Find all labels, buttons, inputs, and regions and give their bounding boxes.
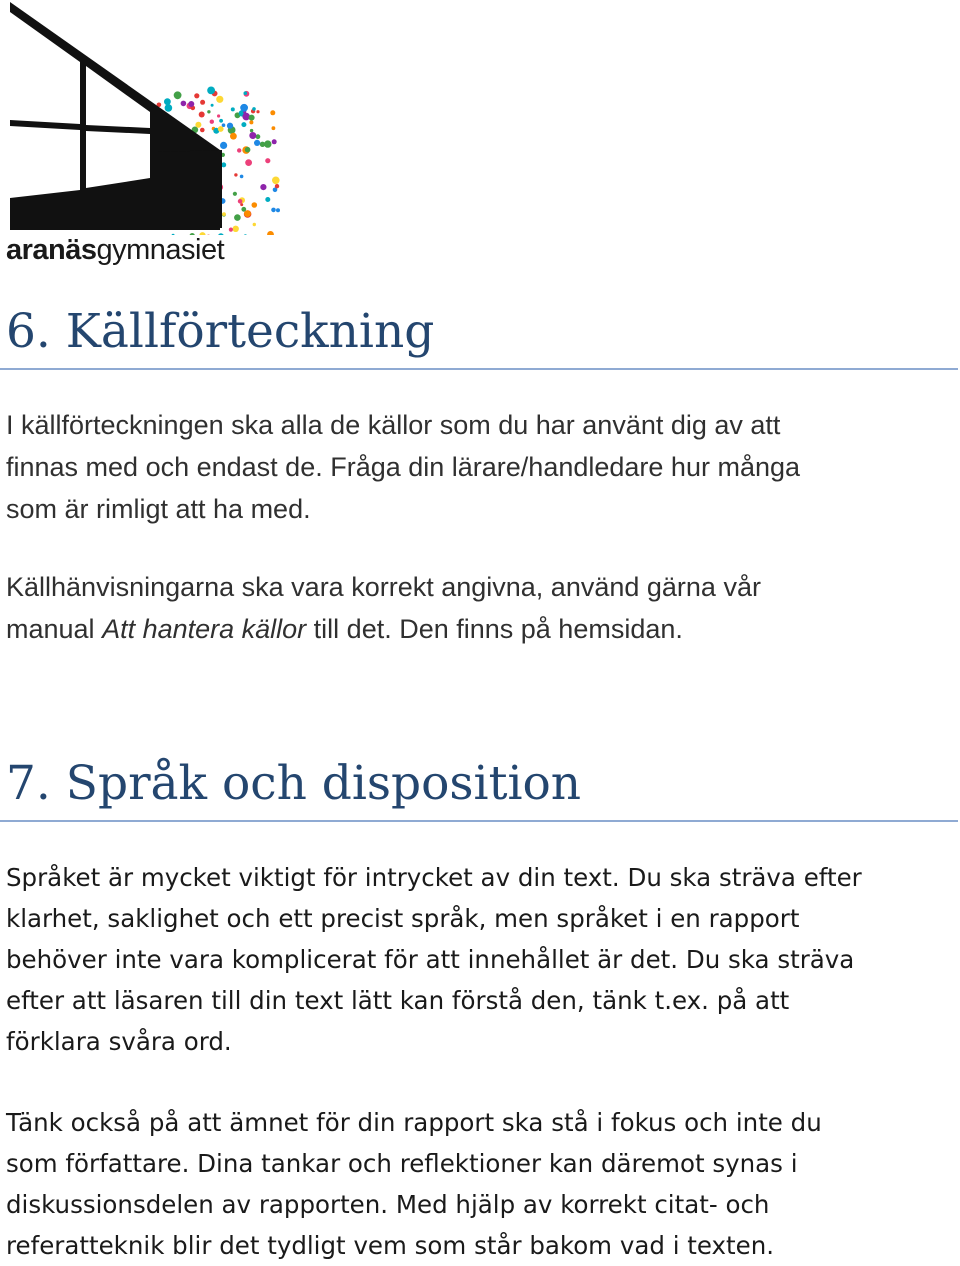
logo-dot bbox=[165, 104, 173, 112]
logo-dot bbox=[229, 228, 233, 232]
logo-dot bbox=[240, 104, 248, 112]
logo-dot bbox=[195, 122, 201, 128]
logo-dot bbox=[249, 115, 255, 121]
logo-dot bbox=[200, 128, 205, 133]
logo-dot bbox=[267, 231, 274, 235]
logo-dot bbox=[199, 112, 205, 118]
logo-dot bbox=[265, 158, 270, 163]
section-7-title: 7. Språk och disposition bbox=[6, 760, 581, 807]
logo-dot bbox=[207, 110, 210, 113]
section-7-paragraph-1: Språket är mycket viktigt för intrycket av din text. Du ska sträva efter klarhet, saklighet och ett precist språk, men språket i en rapport behöver inte vara komplicerat för att innehållet är det. Du ska sträva efter att läsaren till din text lätt kan förstå den, tänk t.ex. på att förklara svåra ord. bbox=[6, 857, 862, 1062]
logo-dot bbox=[240, 203, 243, 206]
logo-dot bbox=[222, 123, 226, 127]
logo-dot bbox=[210, 120, 214, 124]
logo-dot bbox=[164, 98, 171, 105]
logo-dot bbox=[256, 110, 259, 113]
logo-dot bbox=[244, 234, 247, 235]
logo-dot bbox=[217, 114, 220, 117]
logo-dot bbox=[233, 226, 239, 232]
logo-dot bbox=[227, 123, 233, 129]
logo-dot bbox=[245, 147, 251, 153]
logo-dot bbox=[188, 101, 194, 107]
logo-dot bbox=[272, 126, 276, 130]
windows-logo-icon bbox=[0, 0, 300, 235]
logo-dot bbox=[218, 126, 224, 132]
logo-dot bbox=[230, 133, 237, 140]
logo-dot bbox=[270, 110, 275, 115]
logo-dot bbox=[220, 142, 227, 149]
logo-dot bbox=[265, 197, 270, 202]
manual-title: Att hantera källor bbox=[102, 614, 306, 644]
logo-dot bbox=[174, 91, 182, 99]
logo-dot bbox=[194, 93, 199, 98]
logo-dot bbox=[200, 100, 205, 105]
logo-dot bbox=[237, 148, 241, 152]
logo-dot bbox=[181, 101, 187, 107]
logo-dot bbox=[254, 140, 260, 146]
logo-dot bbox=[249, 132, 256, 139]
logo-dot bbox=[252, 107, 256, 111]
logo-dot bbox=[271, 208, 276, 213]
logo-wordmark: aranäsgymnasiet bbox=[6, 236, 224, 265]
logo-dot bbox=[244, 210, 251, 217]
logo-dot bbox=[245, 159, 252, 166]
logo-dot bbox=[216, 96, 223, 103]
logo-dot bbox=[260, 184, 266, 190]
section-6-title: 6. Källförteckning bbox=[6, 308, 434, 355]
logo-dot bbox=[240, 175, 244, 179]
logo-dot bbox=[241, 122, 246, 127]
logo-dot bbox=[252, 202, 258, 208]
logo-dot bbox=[276, 208, 280, 212]
logo-dot bbox=[222, 212, 226, 216]
section-6-paragraph-2: Källhänvisningarna ska vara korrekt angivna, använd gärna vår manual Att hantera källor till det. Den finns på hemsidan. bbox=[6, 566, 761, 650]
logo-dot bbox=[211, 104, 214, 107]
section-7-rule bbox=[0, 820, 958, 822]
logo-dot bbox=[250, 129, 253, 132]
logo-dot bbox=[233, 192, 237, 196]
logo-dot bbox=[253, 223, 256, 226]
logo-dot bbox=[234, 214, 241, 221]
logo-dot bbox=[244, 91, 248, 95]
section-6-rule bbox=[0, 368, 958, 370]
logo-dot bbox=[231, 107, 235, 111]
logo-dot bbox=[272, 177, 280, 185]
logo-dot bbox=[249, 120, 253, 124]
logo-dot bbox=[272, 139, 277, 144]
logo-dot bbox=[234, 173, 237, 176]
section-7-paragraph-2: Tänk också på att ämnet för din rapport ska stå i fokus och inte du som författare. Dina tankar och reflektioner kan däremot synas i diskussionsdelen av rapporten. Med hjälp av korrekt citat- och referatteknik blir det tydligt vem som står bakom vad i texten. bbox=[6, 1102, 822, 1266]
section-6-paragraph-1: I källförteckningen ska alla de källor som du har använt dig av att finnas med och endast de. Fråga din lärare/handledare hur många som är rimligt att ha med. bbox=[6, 404, 800, 530]
logo-dot bbox=[219, 119, 223, 123]
school-logo bbox=[0, 0, 300, 275]
logo-dot bbox=[264, 140, 271, 147]
logo-dot bbox=[275, 184, 279, 188]
logo-dot bbox=[238, 199, 243, 204]
logo-dot bbox=[207, 87, 215, 95]
